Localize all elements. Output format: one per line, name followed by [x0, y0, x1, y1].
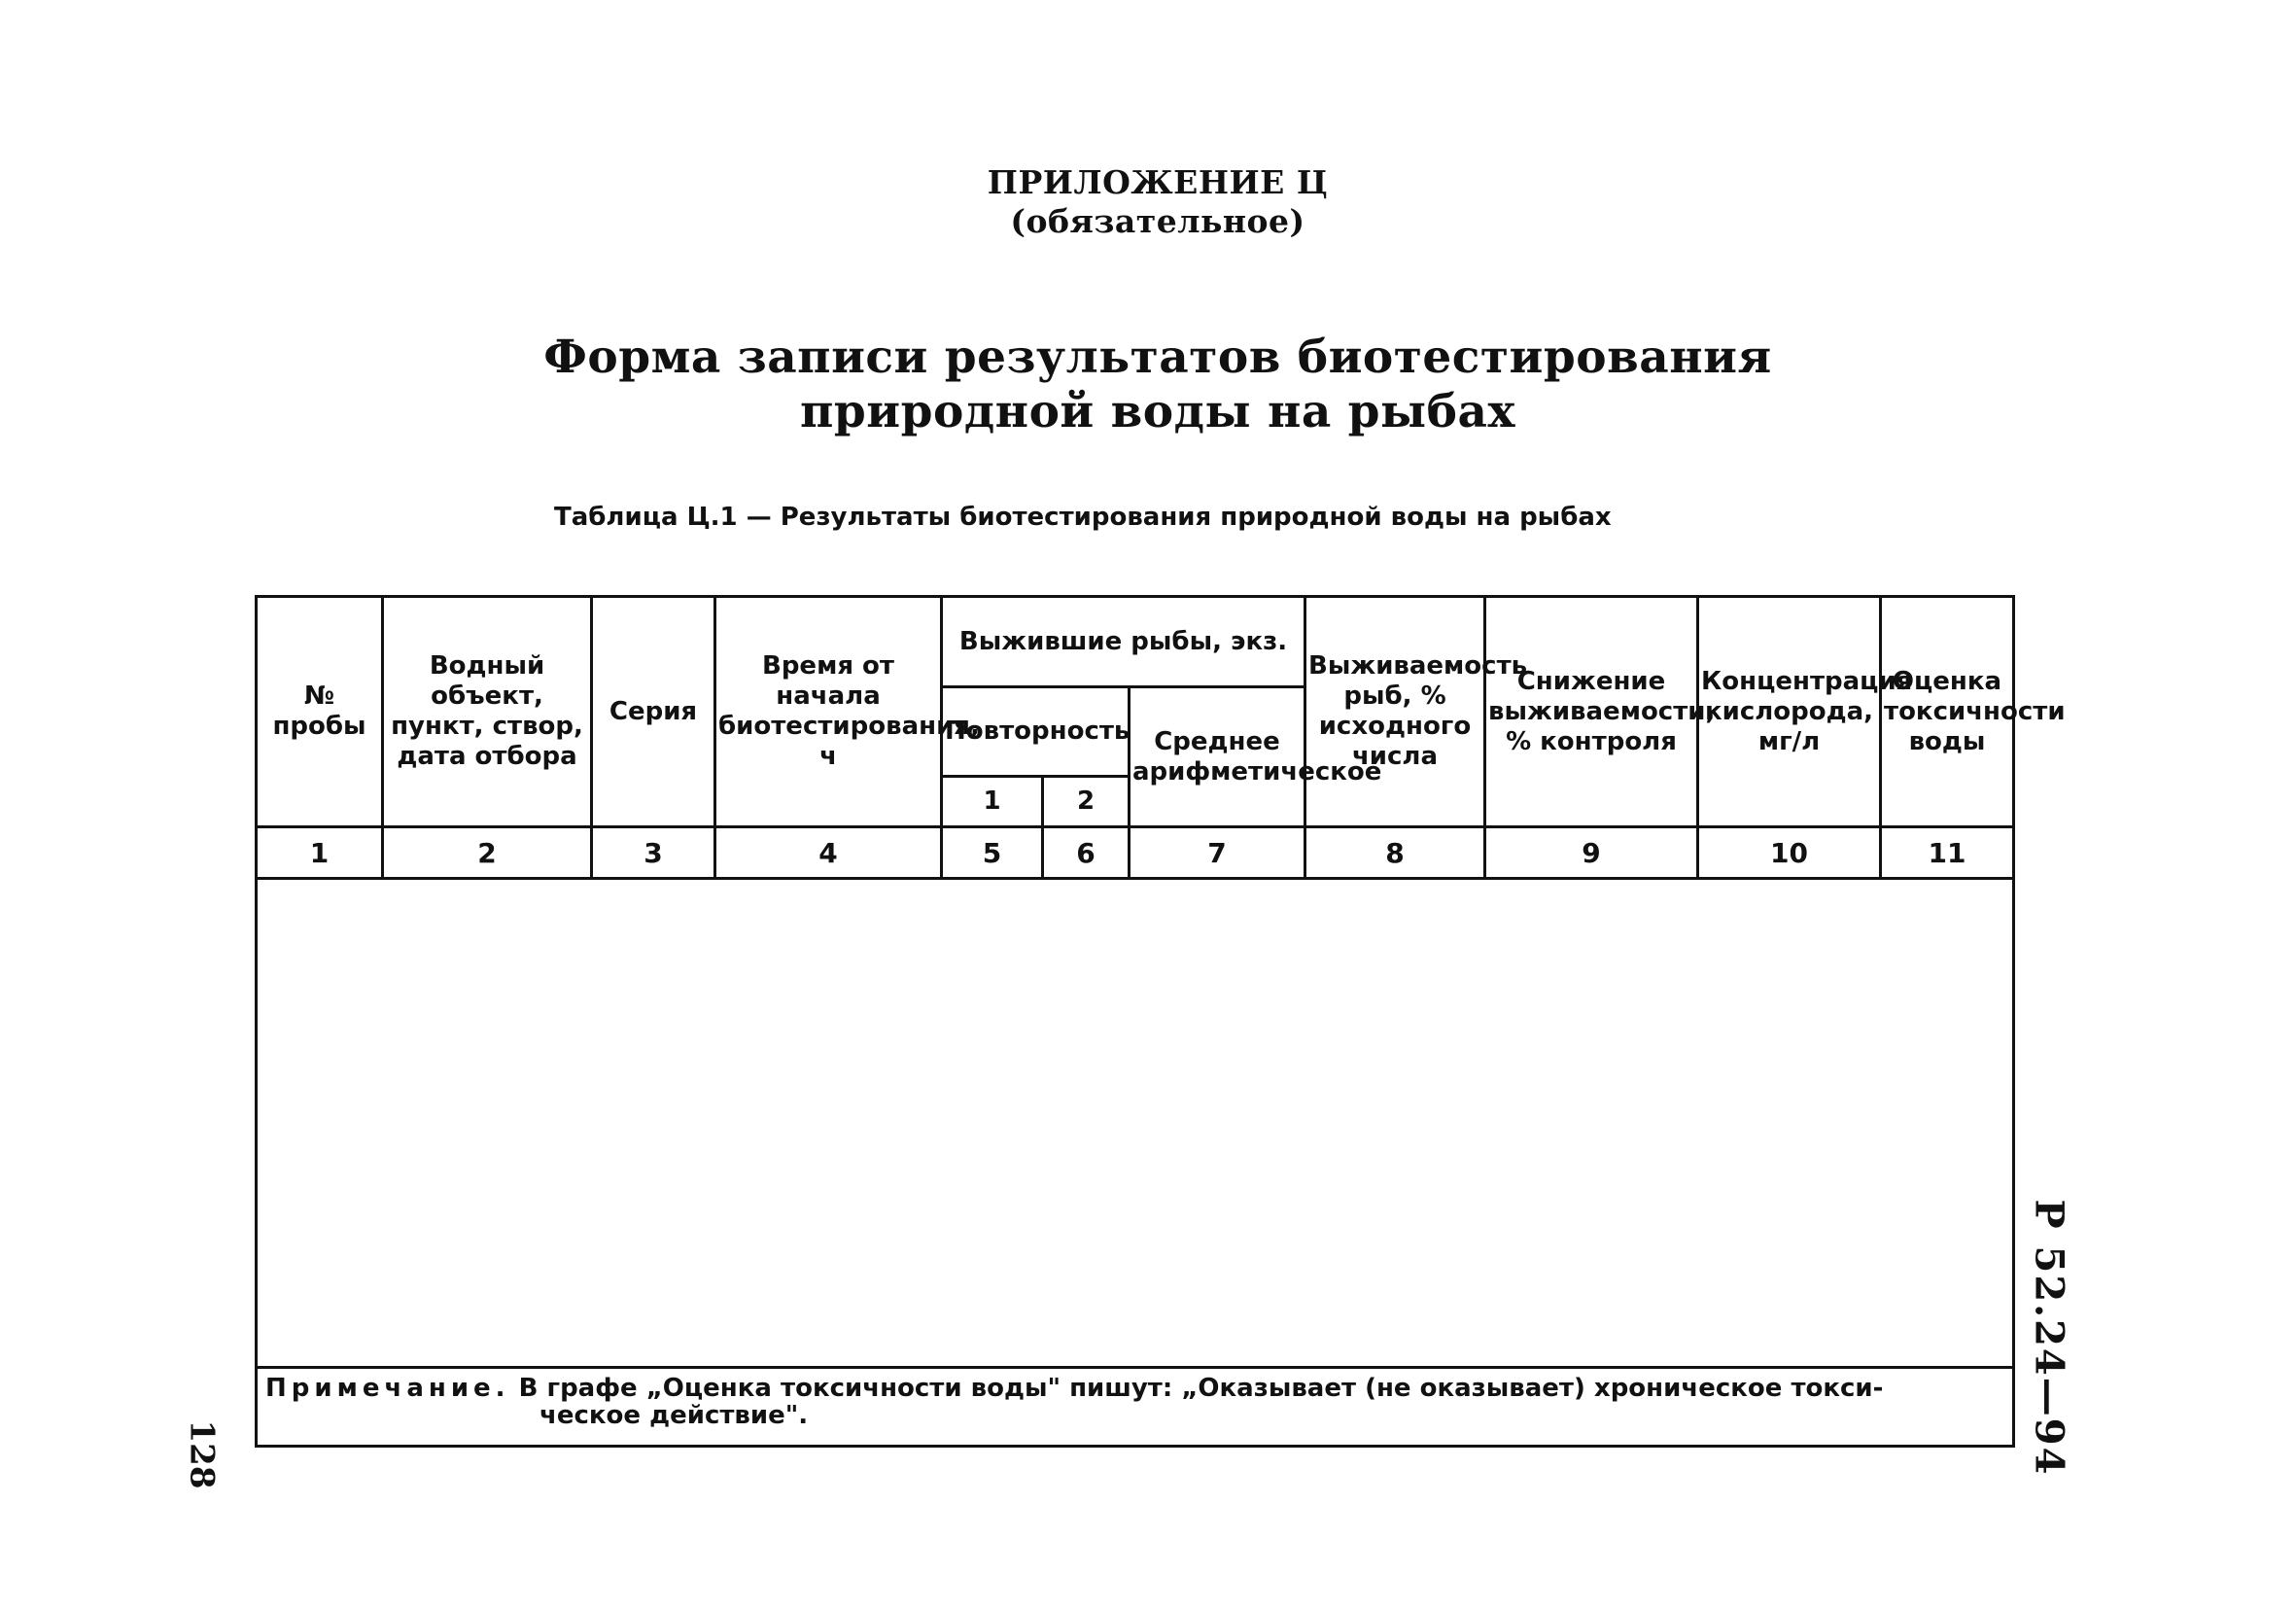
header-toxicity: Оценка токсичности воды [1881, 597, 2014, 827]
appendix-title: ПРИЛОЖЕНИЕ Ц [987, 163, 1329, 201]
column-number: 8 [1305, 827, 1485, 879]
column-number-row [257, 827, 2014, 879]
table-caption: Таблица Ц.1 — Результаты биотестирования природной воды на рыбах [554, 503, 1612, 532]
appendix-heading [0, 163, 2296, 241]
header-survival: Выживаемость рыб, % исходного числа [1305, 597, 1485, 827]
header-row-1 [257, 597, 2014, 687]
header-oxygen: Концентрация кислорода, мг/л [1698, 597, 1881, 827]
empty-body-row [257, 879, 2014, 1368]
column-number: 10 [1698, 827, 1881, 879]
header-repeat-1: 1 [942, 777, 1043, 827]
column-number: 11 [1881, 827, 2014, 879]
header-water-body: Водный объект, пункт, створ, дата отбора [383, 597, 592, 827]
header-sample-no: № пробы [257, 597, 383, 827]
note-cell [257, 1368, 2014, 1447]
column-number: 1 [257, 827, 383, 879]
header-series: Серия [592, 597, 715, 827]
column-number: 2 [383, 827, 592, 879]
form-title-line-1: Форма записи результатов биотестирования [543, 331, 1772, 384]
note-label: Примечание. [265, 1374, 510, 1403]
form-title [0, 331, 2296, 439]
note-line-1 [265, 1375, 2004, 1402]
note-text-1: В графе „Оценка токсичности воды" пишут: „Оказывает (не оказывает) хроническое токси- [509, 1374, 1884, 1403]
note-line-2: ческое действие". [539, 1401, 809, 1430]
header-survival-decrease: Снижение выживаемости, % контроля [1485, 597, 1698, 827]
header-mean: Среднее арифметическое [1130, 687, 1305, 827]
form-title-line-2: природной воды на рыбах [800, 385, 1515, 438]
note-row [257, 1368, 2014, 1447]
document-code: Р 52.24—94 [2026, 1199, 2072, 1477]
column-number: 5 [942, 827, 1043, 879]
appendix-status: (обязательное) [1010, 202, 1305, 240]
page-number: 128 [182, 1419, 222, 1489]
empty-data-area [257, 879, 2014, 1368]
header-time: Время от начала биотестирования, ч [715, 597, 942, 827]
column-number: 4 [715, 827, 942, 879]
column-number: 3 [592, 827, 715, 879]
column-number: 9 [1485, 827, 1698, 879]
header-repeat-2: 2 [1043, 777, 1130, 827]
header-repeat: Повторность [942, 687, 1130, 777]
column-number: 7 [1130, 827, 1305, 879]
column-number: 6 [1043, 827, 1130, 879]
header-surviving-fish: Выжившие рыбы, экз. [942, 597, 1305, 687]
